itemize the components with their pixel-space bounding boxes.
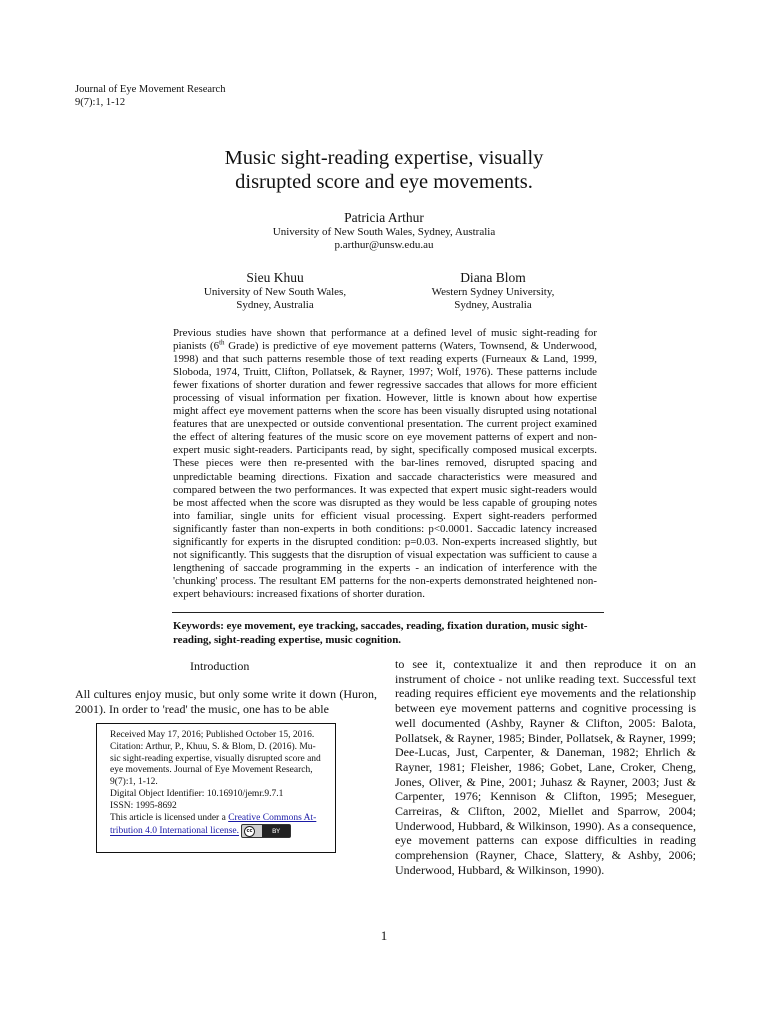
- title-line-2: disrupted score and eye movements.: [235, 171, 533, 193]
- intro-paragraph-left: All cultures enjoy music, but only some write it down (Huron, 2001). In order to 'read' the music, one has to be able: [75, 687, 377, 716]
- journal-name: Journal of Eye Movement Research: [75, 84, 226, 95]
- license-prefix: This article is licensed under a: [110, 812, 229, 823]
- keywords: Keywords: eye movement, eye tracking, saccades, reading, fixation duration, music sight-reading, sight-reading expertise, music cognition.: [173, 620, 588, 646]
- author-location: Sydney, Australia: [454, 299, 532, 311]
- author-affiliation: Western Sydney University,: [431, 286, 555, 298]
- author-affiliation: University of New South Wales,: [203, 286, 347, 298]
- issn-line: ISSN: 1995-8692: [110, 800, 177, 811]
- citation-line: Citation: Arthur, P., Khuu, S. & Blom, D. (2016). Mu-: [110, 741, 316, 752]
- author-name: Diana Blom: [460, 270, 526, 285]
- abstract-text-rest: Grade) is predictive of eye movement patterns (Waters, Townsend, & Underwood, 1998) and that such patterns resemble those of text reading experts (Furneaux & Land, 1999, Sloboda, 1974, Truitt, Clifton, Pollatsek, & Rayner, 1997; Wolf, 1976). These patterns include fewer fixations of shorter duration and fewer regressive saccades that allows for more efficient processing of visual information per fixation. However, little is known about how expertise might affect eye movement patterns when the score has been visually disrupted using notational features that are unexpected or outside conventional presentation. The current project examined the effect of altering features of the music score on eye movement patterns of expert and non-expert music sight-readers. Participants read, by sight, specifically composed musical excerpts. These pieces were then re-presented with the bar-lines removed, disrupted spacing and unpredictable beaming directions. Fixation and saccade characteristics were measured and compared between the two performances. It was expected that expert music sight-readers would be most affected when the score was disrupted as they would be less capable of grouping notes into familiar, single units for efficient visual processing. Expert sight-readers performed significantly faster than non-experts in both conditions: p<0.0001. Saccadic latency increased significantly for experts in the disrupted condition: p=0.03. Non-experts increased slightly, but not significantly. This suggests that the disruption of visual expectation was sufficient to cause a lengthening of saccade programming in the experts - an indication of interference with the 'chunking' process. The resultant EM patterns for the non-experts demonstrated heightened non-expert behaviours: increased fixations of shorter duration.: [173, 340, 597, 600]
- license-line: [110, 824, 327, 838]
- author-name: Patricia Arthur: [344, 210, 424, 225]
- left-column: [75, 687, 377, 716]
- right-column: [395, 657, 696, 878]
- title-line-1: Music sight-reading expertise, visually: [224, 147, 544, 169]
- citation-line: sic sight-reading expertise, visually disrupted score and: [110, 753, 321, 764]
- received-line: Received May 17, 2016; Published October 15, 2016.: [110, 730, 315, 740]
- journal-issue: 9(7):1, 1-12: [75, 96, 126, 108]
- section-heading-introduction: Introduction: [190, 659, 250, 673]
- author-block-arthur: [184, 210, 584, 252]
- citation-line: 9(7):1, 1-12.: [110, 777, 158, 788]
- intro-paragraph-right: to see it, contextualize it and then reproduce it on an instrument of choice - not unlike reading text. Successful text reading requires efficient eye movements and the relationship between eye movement patterns and cognitive processing is well documented (Ashby, Rayner & Clifton, 2005: Balota, Pollatsek, & Rayner, 1985; Binder, Pollatsek, & Rayner, 1999; Dee-Lucas, Just, Carpenter, & Daneman, 1982; Ehrlich & Rayner, 1981; Fleisher, 1986; Gobet, Lane, Croker, Cheng, Jones, Oliver, & Pine, 2001; Juhasz & Rayner, 2003; Just & Carpenter, 1976; Kennison & Clifton, 1995; Meseguer, Carreiras, & Clifton, 2002, Miellet and Sparrow, 2004; Underwood, Hubbard, & Wilkinson, 1990). As a consequence, eye movement patterns can expose difficulties in reading comprehension (Rayner, Chace, Slattery, & Ashby, 2006; Underwood, Hubbard, & Wilkinson, 1990).: [395, 657, 696, 877]
- doi-line: Digital Object Identifier: 10.16910/jemr.9.7.1: [110, 788, 284, 799]
- cc-mark: cc: [244, 826, 255, 837]
- author-location: Sydney, Australia: [236, 299, 314, 311]
- page-number: 1: [380, 928, 388, 943]
- abstract-divider: [172, 612, 604, 613]
- license-link[interactable]: tribution 4.0 International license.: [110, 826, 240, 837]
- abstract-text: [173, 327, 597, 601]
- license-link[interactable]: Creative Commons At-: [228, 812, 317, 823]
- author-block-blom: [398, 270, 588, 312]
- author-block-khuu: [180, 270, 370, 312]
- author-email[interactable]: p.arthur@unsw.edu.au: [334, 239, 434, 251]
- abstract: [173, 327, 597, 601]
- journal-header: [75, 84, 225, 109]
- article-info-box: [96, 723, 336, 853]
- cc-by-badge-icon[interactable]: [241, 824, 291, 838]
- author-affiliation: University of New South Wales, Sydney, Australia: [272, 226, 496, 238]
- author-name: Sieu Khuu: [246, 270, 304, 285]
- license-line: [110, 813, 327, 825]
- citation-line: eye movements. Journal of Eye Movement Research,: [110, 765, 313, 776]
- abstract-superscript: th: [219, 338, 225, 347]
- abstract-text-start: Previous studies have shown that performance at a defined level of music sight-reading for pianists (6: [173, 327, 597, 353]
- cc-by-label: BY: [262, 825, 290, 837]
- paper-title: [100, 146, 668, 194]
